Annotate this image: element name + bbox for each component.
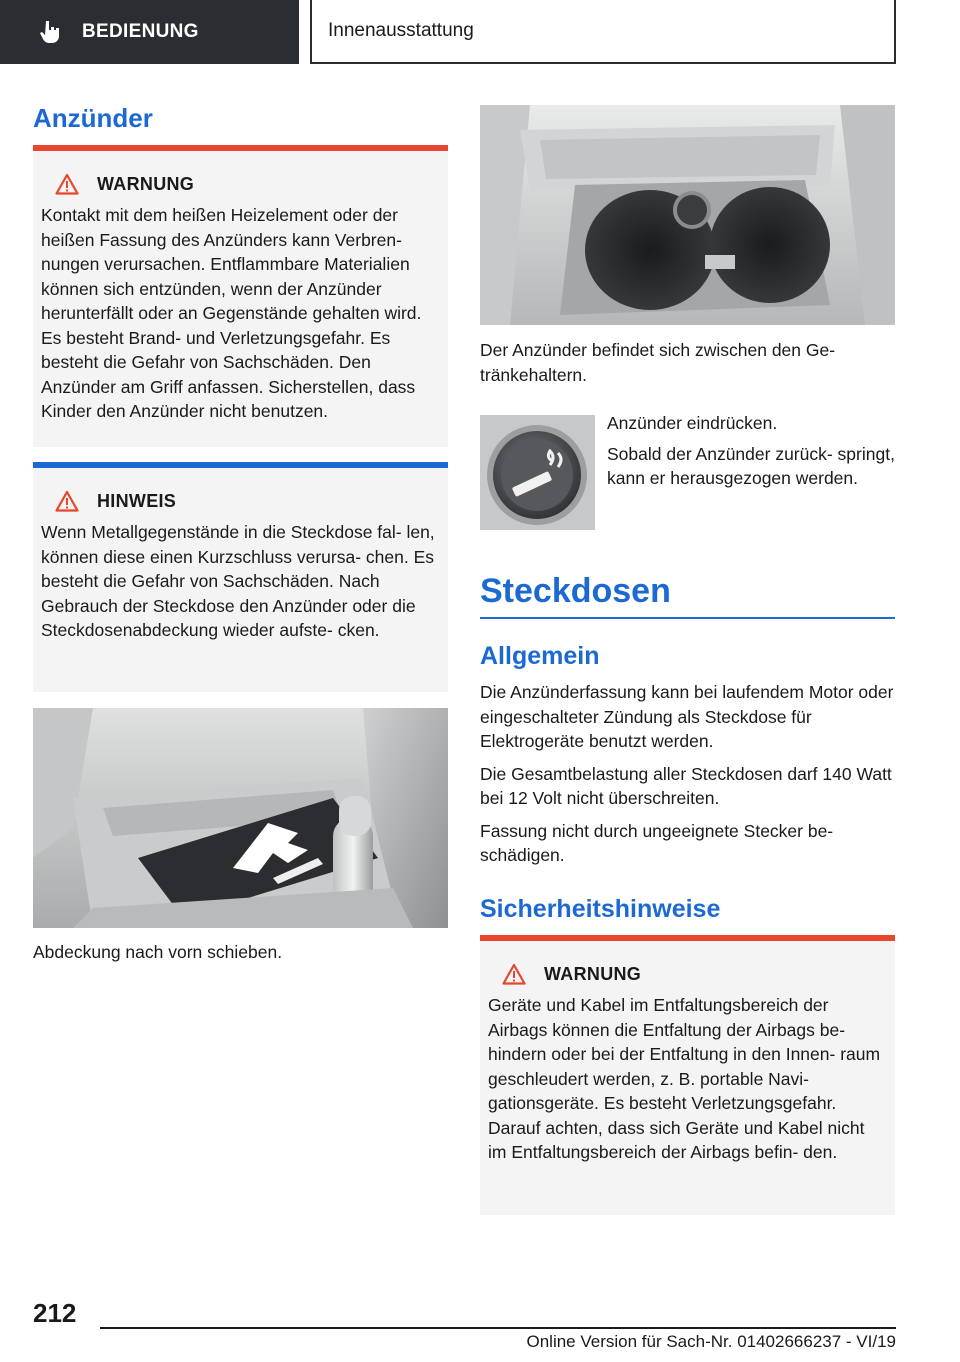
cover-caption: Abdeckung nach vorn schieben. xyxy=(33,942,283,962)
warning-text: Kontakt mit dem heißen Heizelement oder der heißen Fassung des Anzünders kann Verbren- nungen verursachen. Entflammbare Materialien können sich entzünden, wenn der Anzünder herunterfällt oder an Gegenstände gehalten wird. Es besteht Brand- und Verletzungsgefahr. Es besteht die Gefahr von Sachschäden. Den Anzünder am Griff anfassen. Sicherstellen, dass Kinder den Anzünder nicht benutzen. xyxy=(41,205,422,421)
warning-label: WARNUNG xyxy=(97,173,195,194)
footer-divider xyxy=(100,1327,896,1329)
subheading-safety: Sicherheitshinweise xyxy=(480,895,721,923)
cupholder-image xyxy=(480,105,895,325)
footer-edition: Online Version für Sach-Nr. 01402666237 - VI/19 xyxy=(526,1332,896,1351)
warning-triangle-icon xyxy=(502,963,526,985)
cupholder-caption: Der Anzünder befindet sich zwischen den Ge- tränkehaltern. xyxy=(480,340,836,385)
chapter-header xyxy=(310,0,896,64)
subheading-general: Allgemein xyxy=(480,642,600,670)
hint-box xyxy=(33,462,448,692)
step-press: Anzünder eindrücken. xyxy=(607,413,778,433)
cover-slide-image xyxy=(33,708,448,928)
page-title: Anzünder xyxy=(33,103,153,133)
warning-triangle-icon xyxy=(55,173,79,195)
page-number: 212 xyxy=(33,1298,77,1328)
hint-label: HINWEIS xyxy=(97,490,177,511)
caution-triangle-icon xyxy=(55,490,79,512)
hint-text: Wenn Metallgegenstände in die Steckdose fal- len, können diese einen Kurzschluss verursa- chen. Es besteht die Gefahr von Sachschäden. Nach Gebrauch der Steckdose den Anzünder oder die Steckdosenabdeckung wieder aufste- cken. xyxy=(41,522,435,640)
section-divider xyxy=(480,617,895,619)
section-tab xyxy=(0,0,299,64)
safety-warning-box xyxy=(480,935,895,1215)
warning-box xyxy=(33,145,448,447)
general-para-1: Die Anzünderfassung kann bei laufendem Motor oder eingeschalteter Zündung als Steckdose für Elektrogeräte benutzt werden. xyxy=(480,682,894,751)
hand-pointer-icon xyxy=(38,19,64,45)
safety-warning-label: WARNUNG xyxy=(544,963,642,984)
lighter-image xyxy=(480,415,595,530)
safety-warning-text: Geräte und Kabel im Entfaltungsbereich der Airbags können die Entfaltung der Airbags be- hindern oder bei der Entfaltung in den Innen- raum geschleudert werden, z. B. portable Navi- gationsgeräte. Es besteht Verletzungsgefahr. Darauf achten, dass sich Geräte und Kabel nicht im Entfaltungsbereich der Airbags befin- den. xyxy=(488,995,881,1162)
step-pull: Sobald der Anzünder zurück- springt, kann er herausgezogen werden. xyxy=(607,443,895,488)
general-para-3: Fassung nicht durch ungeeignete Stecker be- schädigen. xyxy=(480,820,834,865)
general-text xyxy=(480,680,895,868)
lighter-steps xyxy=(607,411,895,491)
chapter-title: Innenausstattung xyxy=(328,20,474,41)
general-para-2: Die Gesamtbelastung aller Steckdosen darf 140 Watt bei 12 Volt nicht überschreiten. xyxy=(480,763,892,808)
section-title: Steckdosen xyxy=(480,572,671,610)
section-label: BEDIENUNG xyxy=(82,21,199,42)
